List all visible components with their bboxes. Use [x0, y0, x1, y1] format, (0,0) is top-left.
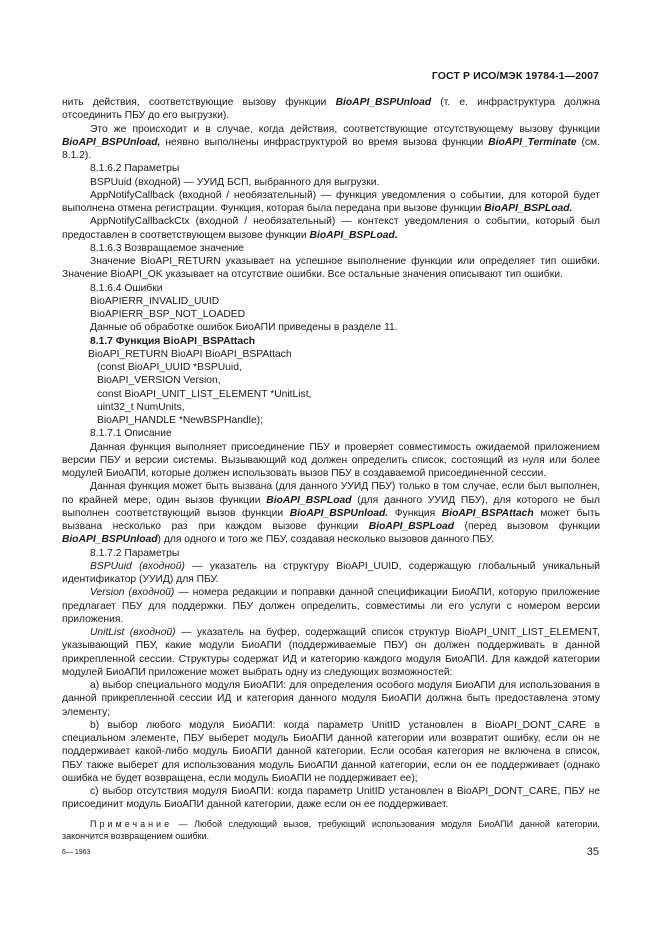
- param-name: Version (входной): [90, 587, 175, 599]
- function-name: BioAPI_BSPLoad: [266, 494, 352, 506]
- section-8-1-7-2-heading: 8.1.7.2 Параметры: [90, 547, 180, 559]
- function-name: BioAPI_BSPLoad.: [484, 203, 573, 214]
- paragraph-unload-continuation: [62, 96, 600, 123]
- section-8-1-6-4-heading: 8.1.6.4 Ошибки: [90, 282, 163, 294]
- text-fragment: ) для одного и того же ПБУ, создавая несколько вызовов данного ПБУ.: [157, 534, 495, 546]
- param-bspuuid: BSPUuid (входной) — УУИД БСП, выбранного для выгрузки.: [90, 176, 380, 188]
- function-name: BioAPI_BSPUnload,: [62, 136, 161, 148]
- paragraph-implicit-unload: [62, 123, 600, 163]
- text-fragment: (т. е. инфраструктура должна отсоединить ПБУ до его выгрузки).: [62, 97, 600, 122]
- footer-print-code: 6— 1963: [62, 849, 91, 856]
- param-unitlist: [62, 626, 600, 679]
- text-fragment: Данная функция может быть вызвана (для данного УУИД ПБУ) только в том случае, если был выполнен, по крайней мере, один вызов функции: [62, 481, 600, 506]
- paragraph-description-2: [62, 480, 600, 546]
- document-header: ГОСТ Р ИСО/МЭК 19784-1—2007: [431, 70, 599, 82]
- param-name: UnitList (входной): [90, 627, 176, 638]
- paragraph-return-value: Значение BioAPI_RETURN указывает на успешное выполнение функции или определяет тип ошибки. Значение BioAPI_OK указывает на отсутствие ошибки. Все остальные значения описывают тип ошибки.: [62, 256, 600, 281]
- paragraph-description-1: Данная функция выполняет присоединение ПБУ и проверяет совместимость ожидаемой приложением версии ПБУ и версии системы. Вызывающий код должен определить список, состоящий из нуля или более модулей БиоАПИ, которые должен использовать вызов ПБУ в создаваемой присоединенной сессии.: [62, 441, 600, 479]
- option-b: b) выбор любого модуля БиоАПИ: когда параметр UnitID установлен в BioAPI_DONT_CARE в специальном элементе, ПБУ выберет модуль БиоАПИ данной категории или возвратит ошибку, если он не поддерживает какой-либо модуль БиоАПИ данной категории. Если особая категория не включена в список, ПБУ также выберет для использования модуль БиоАПИ данной категории, если он ее поддерживает (однако ошибка не будет возвращена, если модуль БиоАПИ не поддерживает ее);: [62, 719, 600, 784]
- text-fragment: (для данного УУИД ПБУ), для которого не был выполнен соответствующий вызов функции: [62, 494, 600, 519]
- text-fragment: нить действия, соответствующие вызову функции: [62, 97, 336, 108]
- function-name: BioAPI_BSPLoad: [368, 521, 455, 532]
- text-fragment: AppNotifyCallback (входной / необязательный) — функция уведомления о событии, для которой будет выполнена отмена регистрации. Функция, которая была передана при вызове функции: [62, 189, 600, 214]
- note: [62, 818, 600, 842]
- page-body: [62, 96, 600, 842]
- text-fragment: Функция: [388, 507, 442, 519]
- function-signature: BioAPI_RETURN BioAPI BioAPI_BSPAttach: [88, 348, 292, 360]
- text-fragment: (перед вызовом функции: [454, 521, 600, 532]
- function-name: BioAPI_BSPUnload: [62, 534, 158, 546]
- function-name: BioAPI_BSPAttach: [441, 507, 534, 519]
- error-code: BioAPIERR_INVALID_UUID: [90, 295, 220, 307]
- signature-arg: uint32_t NumUnits,: [97, 401, 185, 413]
- option-c: c) выбор отсутствия модуля БиоАПИ: когда параметр UnitID установлен в BioAPI_DONT_CARE, ПБУ не присоединит модуль БиоАПИ данной категории, даже если он ее поддерживает.: [62, 786, 600, 811]
- param-name: BSPUuid (входной): [90, 560, 185, 572]
- text-fragment: Это же происходит и в случае, когда действия, соответствующие отсутствующему вызову функции: [90, 123, 600, 135]
- section-8-1-6-2-heading: 8.1.6.2 Параметры: [90, 163, 180, 175]
- page-number: 35: [586, 846, 599, 858]
- param-version: [62, 586, 600, 626]
- signature-arg: BioAPI_HANDLE *NewBSPHandle);: [97, 415, 263, 426]
- signature-arg: BioAPI_VERSION Version,: [97, 375, 221, 387]
- param-appnotifycallback: [62, 189, 600, 216]
- note-label: Примечание: [90, 818, 173, 829]
- function-name: BioAPI_Terminate: [488, 136, 577, 148]
- text-fragment: неявно выполнены инфраструктурой во время вызова функции: [160, 136, 489, 148]
- param-appnotifycallbackctx: [62, 215, 600, 242]
- section-8-1-6-3-heading: 8.1.6.3 Возвращаемое значение: [90, 242, 244, 254]
- text-fragment: — номера редакции и поправки данной спецификации БиоАПИ, которую приложение предлагает ПБУ для поддержки. ПБУ должен определить, совместимы ли его услуги с номером версии приложения.: [62, 587, 600, 625]
- signature-arg: (const BioAPI_UUID *BSPUuid,: [97, 362, 242, 373]
- param-bspuuid-attach: [62, 560, 600, 587]
- section-8-1-7-heading: 8.1.7 Функция BioAPI_BSPAttach: [90, 335, 256, 347]
- error-code: BioAPIERR_BSP_NOT_LOADED: [90, 309, 246, 320]
- section-8-1-7-1-heading: 8.1.7.1 Описание: [90, 428, 172, 440]
- function-name: BioAPI_BSPUnload.: [289, 507, 389, 519]
- signature-arg: const BioAPI_UNIT_LIST_ELEMENT *UnitList,: [97, 388, 312, 400]
- text-fragment: — указатель на буфер, содержащий список структур BioAPI_UNIT_LIST_ELEMENT, указывающий ПБУ, какие модули БиоАПИ (поддерживаемые ПБУ) он должен поддерживать в данной прикрепленной сессии. Структуры содержат ИД и категорию каждого модуля БиоАПИ. Для каждой категории модулей БиоАПИ приложение может выбрать одну из следующих возможностей:: [62, 627, 601, 678]
- text-fragment: может быть вызвана несколько раз при каждом вызове функции: [62, 507, 600, 532]
- note-text: — Любой следующий вызов, требующий использования модуля БиоАПИ данной категории, закончится возвращением ошибки.: [62, 818, 600, 841]
- option-a: а) выбор специального модуля БиоАПИ: для определения особого модуля БиоАПИ для использования в данной прикрепленной сессии ИД и категория данного модуля БиоАПИ должна быть предоставлена этому элементу;: [62, 680, 600, 718]
- function-name: BioAPI_BSPUnload: [335, 97, 432, 108]
- function-name: BioAPI_BSPLoad.: [309, 229, 398, 241]
- text-fragment: (см. 8.1.2).: [62, 136, 600, 161]
- text-fragment: AppNotifyCallbackCtx (входной / необязательный) — контекст уведомления о событии, который был предоставлен в соответствующем вызове функции: [62, 216, 600, 241]
- text-fragment: — указатель на структуру BioAPI_UUID, содержащую глобальный уникальный идентификатор (УУИД) для ПБУ.: [62, 560, 600, 585]
- paragraph-error-info: Данные об обработке ошибок БиоАПИ приведены в разделе 11.: [90, 322, 398, 334]
